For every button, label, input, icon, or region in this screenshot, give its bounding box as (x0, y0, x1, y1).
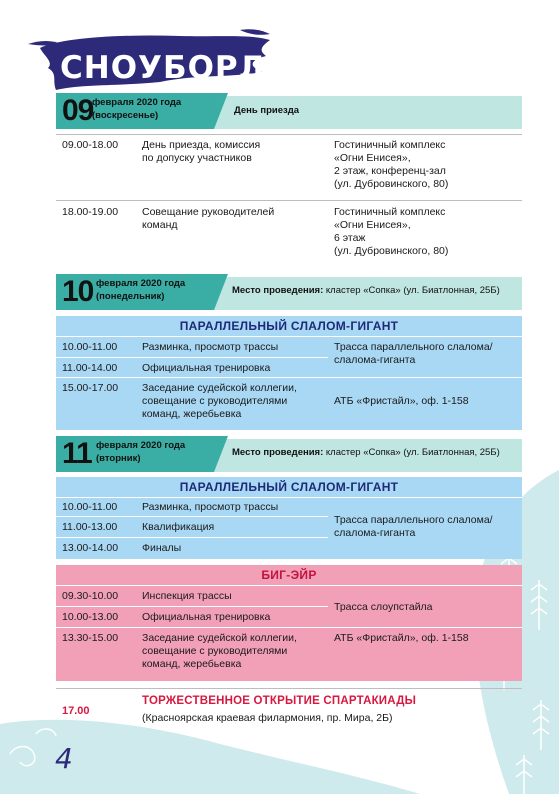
date-bar-day1 (56, 93, 522, 129)
page-title: СНОУБОРД (60, 50, 268, 86)
row-divider (56, 585, 522, 586)
date-number: 11 (62, 437, 92, 470)
date-text: февраля 2020 года (воскресенье) (92, 97, 182, 121)
row-divider (56, 377, 522, 378)
date-number: 09 (62, 94, 94, 127)
row-divider (56, 200, 522, 201)
row-divider (56, 357, 328, 358)
row-divider (56, 134, 522, 135)
row-divider (56, 336, 522, 337)
date-text: февраля 2020 года (вторник) (96, 440, 186, 464)
page-number: 4 (55, 742, 73, 775)
row-divider (56, 606, 328, 607)
row-divider (56, 516, 328, 517)
venue-note: Место проведения: кластер «Сопка» (ул. Биатлонная, 25Б) (232, 285, 500, 296)
section-title: ПАРАЛЛЕЛЬНЫЙ СЛАЛОМ-ГИГАНТ (179, 480, 399, 494)
date-bar-day2 (56, 274, 522, 310)
row-divider (56, 627, 522, 628)
section-title: ПАРАЛЛЕЛЬНЫЙ СЛАЛОМ-ГИГАНТ (179, 319, 399, 333)
opening-venue: (Красноярская краевая филармония, пр. Мира, 2Б) (142, 712, 393, 724)
opening-title: ТОРЖЕСТВЕННОЕ ОТКРЫТИЕ СПАРТАКИАДЫ (142, 695, 417, 707)
row-divider (56, 497, 522, 498)
row-divider (56, 537, 328, 538)
venue-note: Место проведения: кластер «Сопка» (ул. Биатлонная, 25Б) (232, 447, 500, 458)
program-page: СНОУБОРД 09 февраля 2020 года (воскресенье) День приезда 09.00-18.00 День приезда, комиссия по допуску участников Гостиничный комплекс «Огни Енисея», 2 этаж, конференц-зал (ул. Дубровинского, 80) 18.00-19.00 Совещание руководителей команд Гостиничный комплекс «Огни Енисея», 6 этаж (ул. Дубровинского, 80) 10 февраля 2020 года (понедельник) Место проведения: кластер «Сопка» (ул. Биатлонная, 25Б) ПАРАЛЛЕЛЬНЫЙ СЛАЛОМ-ГИГАНТ 10.00-11.00 Разминка, просмотр трассы 11.00-14.00 Официальная тренировка Трасса параллельного слалома/ слалома-гиганта 15.00-17.00 Заседание судейской коллегии, совещание с руководителями команд, жеребьевка АТБ «Фристайл», оф. 1-158 11 февраля 2020 года (вторник) Место проведения: кластер «Сопка» (ул. Биатлонная, 25Б) ПАРАЛЛЕЛЬНЫЙ СЛАЛОМ-ГИГАНТ 10.00-11.00 Разминка, просмотр трассы 11.00-13.00 Квалификация 13.00-14.00 Финалы Трасса параллельного слалома/ слалома-гиганта БИГ-ЭЙР 09.30-10.00 Инспекция трассы 10.00-13.00 Официальная тренировка Трасса слоупстайла 13.30-15.00 Заседание судейской коллегии, совещание с руководителями команд, жеребьевка АТБ «Фристайл», оф. 1-158 17.00 ТОРЖЕСТВЕННОЕ ОТКРЫТИЕ СПАРТАКИАДЫ (Красноярская краевая филармония, пр. Мира, 2Б) 4 (0, 0, 559, 794)
row-divider (56, 688, 522, 689)
opening-time: 17.00 (62, 705, 90, 717)
date-number: 10 (62, 275, 94, 308)
date-bar-day3 (56, 436, 522, 472)
date-text: февраля 2020 года (понедельник) (96, 278, 186, 302)
section-title: БИГ-ЭЙР (261, 568, 317, 582)
date-note: День приезда (234, 105, 300, 116)
